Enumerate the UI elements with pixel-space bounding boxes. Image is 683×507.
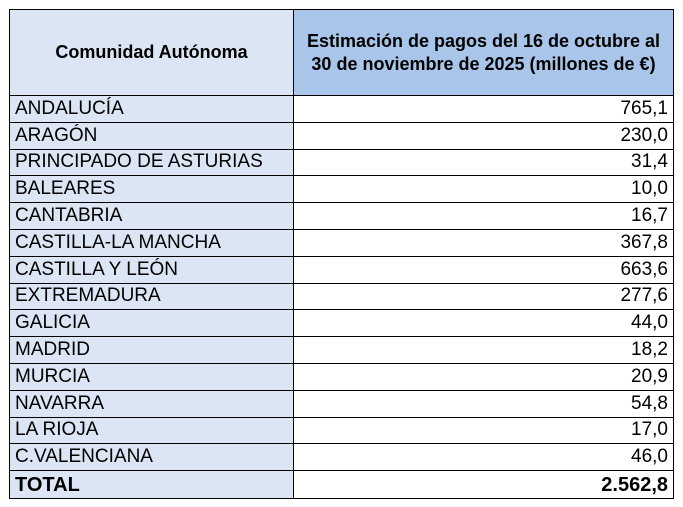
total-value: 2.562,8 [294,471,674,499]
table-row [10,337,674,364]
region-cell: GALICIA [10,310,294,337]
region-cell: LA RIOJA [10,417,294,444]
table-row [10,283,674,310]
region-cell: EXTREMADURA [10,283,294,310]
region-cell: CASTILLA-LA MANCHA [10,229,294,256]
region-cell: CASTILLA Y LEÓN [10,256,294,283]
region-cell: NAVARRA [10,390,294,417]
value-cell: 230,0 [294,122,674,149]
table-row [10,417,674,444]
value-cell: 18,2 [294,337,674,364]
table-row [10,149,674,176]
region-cell: ARAGÓN [10,122,294,149]
value-cell: 765,1 [294,96,674,123]
table-row [10,203,674,230]
value-cell: 31,4 [294,149,674,176]
value-cell: 367,8 [294,229,674,256]
total-row [10,471,674,499]
table-header-row [10,10,674,96]
table-row [10,363,674,390]
region-column-header: Comunidad Autónoma [10,10,294,96]
value-cell: 663,6 [294,256,674,283]
value-cell: 54,8 [294,390,674,417]
value-cell: 17,0 [294,417,674,444]
region-cell: CANTABRIA [10,203,294,230]
region-cell: BALEARES [10,176,294,203]
region-cell: MADRID [10,337,294,364]
table-row [10,122,674,149]
value-cell: 46,0 [294,444,674,471]
region-cell: ANDALUCÍA [10,96,294,123]
value-cell: 44,0 [294,310,674,337]
payments-table [9,9,674,499]
total-label: TOTAL [10,471,294,499]
value-column-header: Estimación de pagos del 16 de octubre al 30 de noviembre de 2025 (millones de €) [294,10,674,96]
table-row [10,390,674,417]
table-row [10,444,674,471]
region-cell: MURCIA [10,363,294,390]
region-cell: C.VALENCIANA [10,444,294,471]
value-cell: 16,7 [294,203,674,230]
table-row [10,176,674,203]
table-row [10,310,674,337]
table-row [10,256,674,283]
table-row [10,229,674,256]
table-row [10,96,674,123]
value-cell: 10,0 [294,176,674,203]
value-cell: 20,9 [294,363,674,390]
region-cell: PRINCIPADO DE ASTURIAS [10,149,294,176]
value-cell: 277,6 [294,283,674,310]
